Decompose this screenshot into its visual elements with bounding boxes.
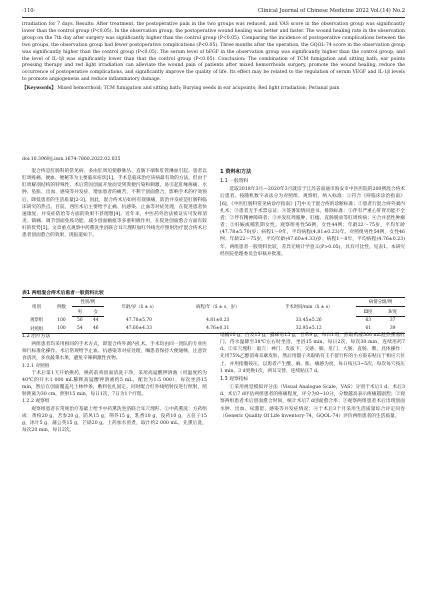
cell-age: 47.78±5.70 (125, 317, 152, 323)
intro-column (22, 168, 207, 240)
abstract-keywords (22, 86, 405, 93)
general-data-paragraph: 选取2018年3月—2020年3月就诊于江苏省南通市海安市中医医院的200例混合痔术后患者。按随机数字表法分为对照组、观察组，纳入标准：①符合《痔临床诊治指南》[6]、《中医肛肠科常见病诊疗指南》[7]中关于混合痔的诊断标准；②患者行混合痔外剥内扎术；③患者无手术禁忌证；④签署知情同意书。排除标准：①伴有严重心肝肾功能不全者；②伴有精神障碍者；③并发肛周脓肿、肛瘘、直肠脱垂等肛周疾病；④合并恶性肿瘤者；⑤妊娠或哺乳期女性。观察组男性56例，女性44例；年龄22～75岁，平均年龄(47.78±5.70)岁；病程1～9年，平均病程(4.81±0.23)年。对照组男性54例，女性46例；年龄22～75岁，平均年龄(47.60±4.33)岁；病程1～8年，平均病程(4.76±0.23)年。两组患者一般资料比较，差异无统计学意义(P>0.05)，具有可比性。见表1。本研究经医院伦理委员会审核并批准。 (220, 187, 405, 257)
doi: doi:10.3969/j.issn.1674-7860.2022.02.035 (22, 157, 121, 162)
cell-male: 54 (72, 325, 88, 334)
table-row (22, 316, 405, 324)
indicators-paragraph: ①采用视觉模拟评分法（Visual Analogue Scale，VAS）分别于术后1 d、术后3 d、术后7 d评估两组患者的疼痛程度，评分为0~10分，分数越高表示疼痛越剧烈；②观察两组患者术后创面愈合时间，统计术后7 d创面愈合率；③观察两组患者术后出现创面水肿、出血、尿潴留、感染等并发症情况；④于术后3个月采用生活质量综合评定问卷（Generic Quality Of Life Inventory-74，GQOL-74）评价两组患者的生活质量。 (220, 385, 405, 419)
cell-female: 44 (93, 318, 99, 324)
cell-grade4: 37 (389, 318, 396, 324)
treatment-paragraph: 两组患者均采用相同的手术方式，即混合痔外剥内扎术。手术均由同一团队的专业医师行标准化操作。术后常规给予止血、抗感染等对症处理，嘱患者保持大便通畅，注意饮食清淡，多食蔬菜水果，避免辛辣刺激性食物。 (22, 342, 207, 362)
keywords-text: Mixed hemorrhoid; TCM fumigation and sitting bath; Burying seeds in ear acupoints; Red light irradiation; Perianal pain (57, 85, 340, 91)
subsection-heading-general: 1.1 一般资料 (220, 179, 249, 185)
paper-page (22, 0, 405, 603)
observation-continued-paragraph: 地榆10 g，白及15 g，露蜂房15 g，甘草9 g，每日1剂，煎取药液500 mL趁热熏蒸肛门，待水温降至38℃左右时坐浴，坐浴15 min，每日2次，每次30 min，连续用药7 d。②耳穴埋籽：取穴：神门、皮质下、交感、肺、肛门、大肠、直肠、脾，具体操作：先用75%乙醇消毒耳廓皮肤，然后用镊子夹取贴有王不留行籽的小方胶布贴压于相应穴位上，并用指腹按压，以患者产生酸、麻、胀、痛感为度，每日按压3~5次，每次每穴按压1 min，3 d更换1次，两耳交替，连续贴压7 d。 (220, 333, 405, 374)
section-heading-materials: 1 资料和方法 (220, 169, 252, 175)
intro-paragraph: 混合痔是肛肠科的常见病、多由肛周迫使静脉丛、直肠下端和肛管淋血引起。患者以肛周疼痛、便血、便秘等为主要临床症状[1]。手术是临床治疗该病最有效的方法，但由于肛周解剖结构的特殊性，术后常因创面开放而受到粪便污染和刺激，易引起肛缘疼痛、水肿、坠胀、出血、感染等并发症，增加患者的痛苦，不利于创面愈合，影响手术的疗效预后，降低患者的生活质量[2-3]。因此，混合痔术后如何有效镇痛，防治并发症是肛肠科临床研究的热点。目前，西医术后主要给予止痛、抗感染、止血等对症处理，在促进患者快速康复、并发症防治等方面的效果不甚理想[4]。近年来，中医药外治法被证实可发挥消炎、镇痛、调节创面免疫功能、减少创面瘢痕等多重积极作用，在促进创面愈合方面有较好的优势[5]。文章重点观察中药熏洗坐浴联合耳穴埋籽加红外线光疗照射治疗混合痔术后患者创面愈合的效果，现报道如下。 (22, 169, 207, 239)
keywords-label: 【Keywords】 (22, 85, 56, 91)
table-title: 表1 两组混合痔术后患者一般资料比较 (22, 291, 104, 296)
th-female: 女 (88, 307, 104, 316)
heading-control-group: 1.2.1 对照组 (22, 363, 50, 369)
heading-observation-group: 1.2.2 观察组 (22, 399, 50, 405)
th-male: 男 (72, 307, 88, 316)
cell-optime: 33.45±5.26 (295, 317, 322, 323)
cell-course: 4.76±0.31 (174, 325, 261, 334)
cell-n: 100 (51, 325, 72, 334)
header-rule (22, 17, 405, 18)
th-course: 病程/年（x̄ ± s，岁） (174, 298, 261, 317)
control-paragraph: 于术后第1天开始换药，换药前将创面清洗干净，采用高锰酸钾溶液（用温度约为40℃的开水1 000 mL稀释高锰酸钾溶液约5 mL，配比为1:5 000），每次坐浴15 min，然后在创面覆盖凡士林纱条，敷料包扎固定。同时配合红外线照射仪进行照射，照射距离为30 cm，照射15 min，每日1次，7日为1个疗程。 (22, 370, 207, 398)
cell-male: 56 (77, 318, 83, 324)
cell-optime: 32.95±5.12 (261, 325, 356, 334)
cell-group: 对照组 (22, 325, 51, 334)
methods-column (220, 168, 405, 258)
english-abstract (22, 22, 405, 94)
th-grade: 病情分级/例 (356, 298, 405, 307)
cell-group: 观察组 (29, 318, 44, 324)
cell-course: 4.81±0.23 (206, 317, 230, 323)
th-grade4: Ⅳ度 (380, 307, 405, 316)
subsection-heading-indicators: 1.3 观察指标 (220, 376, 249, 382)
th-gender: 性别/例 (72, 298, 104, 307)
page-number: ·110· (22, 8, 36, 14)
cell-female: 46 (88, 325, 104, 334)
treatment-column (22, 332, 207, 434)
cell-age: 47.60±4.33 (104, 325, 174, 334)
cell-grade3: 63 (365, 318, 372, 324)
indicators-column (220, 332, 405, 420)
th-optime: 手术时间/min（x̄ ± s） (261, 298, 356, 317)
journal-citation: Clinical Journal of Chinese Medicine 2022 Vol.(14) No.2 (257, 8, 405, 14)
th-age: 年龄/岁（x̄ ± s） (104, 298, 174, 317)
table-general-data (22, 297, 405, 334)
cell-grade4: 39 (380, 325, 405, 334)
abstract-results-conclusion: irradiation for 7 days. Results: After treatment, the postoperative pain in the two groups was reduced, and VAS score in the observation group was significantly lower than the control group (P<0.05). In the observation group, the postoperative wound healing was better and faster. The wound healing rate in the observation group on the 7th day after surgery was significantly higher than the control group (P<0.05). Comparing the incidence of postoperative complications between the two groups, the observation group had fewer postoperative complications (P<0.05). Three months after the operation, the GQOL-74 score in the observation group was significantly higher than the control group (P<0.05). The serum level of bFGF in the observation group was significantly higher than the control group, and the level of IL-1β was significantly lower than that the control group (P<0.05). Conclusion: The combination of TCM fumigation and sitting bath, ear points pressing therapy and red light irradiation can alleviate the wound pain of patients after mixed hemorrhoids surgery, promote the wound healing, reduce the occurrence of postoperative complications, and significantly improve the quality of life. Its effect may be related to the regulation of serum VEGF and IL-1β levels to promote angiogenesis and reduce inflammatory damage. (22, 22, 405, 83)
subsection-heading-treatment: 1.2 治疗方法 (22, 334, 51, 339)
th-group: 组别 (22, 298, 51, 317)
th-n: 例数 (51, 298, 72, 317)
th-grade3: Ⅲ度 (356, 307, 380, 316)
observation-paragraph: 观察组患者在常规治疗基础上给予中药熏洗坐浴联合耳穴埋籽。①中药熏洗：方药组成：黄柏20 g，苦参20 g，防风15 g，荆芥15 g，乳香10 g，没药10 g，五倍子15 g，冰片5 g，蒲公英15 g，芒硝20 g。上药加水煎煮，取汁约2 000 mL，先熏后洗，每次20 min，每日2次。 (22, 406, 207, 434)
cell-n: 100 (57, 317, 66, 323)
cell-grade3: 61 (356, 325, 380, 334)
